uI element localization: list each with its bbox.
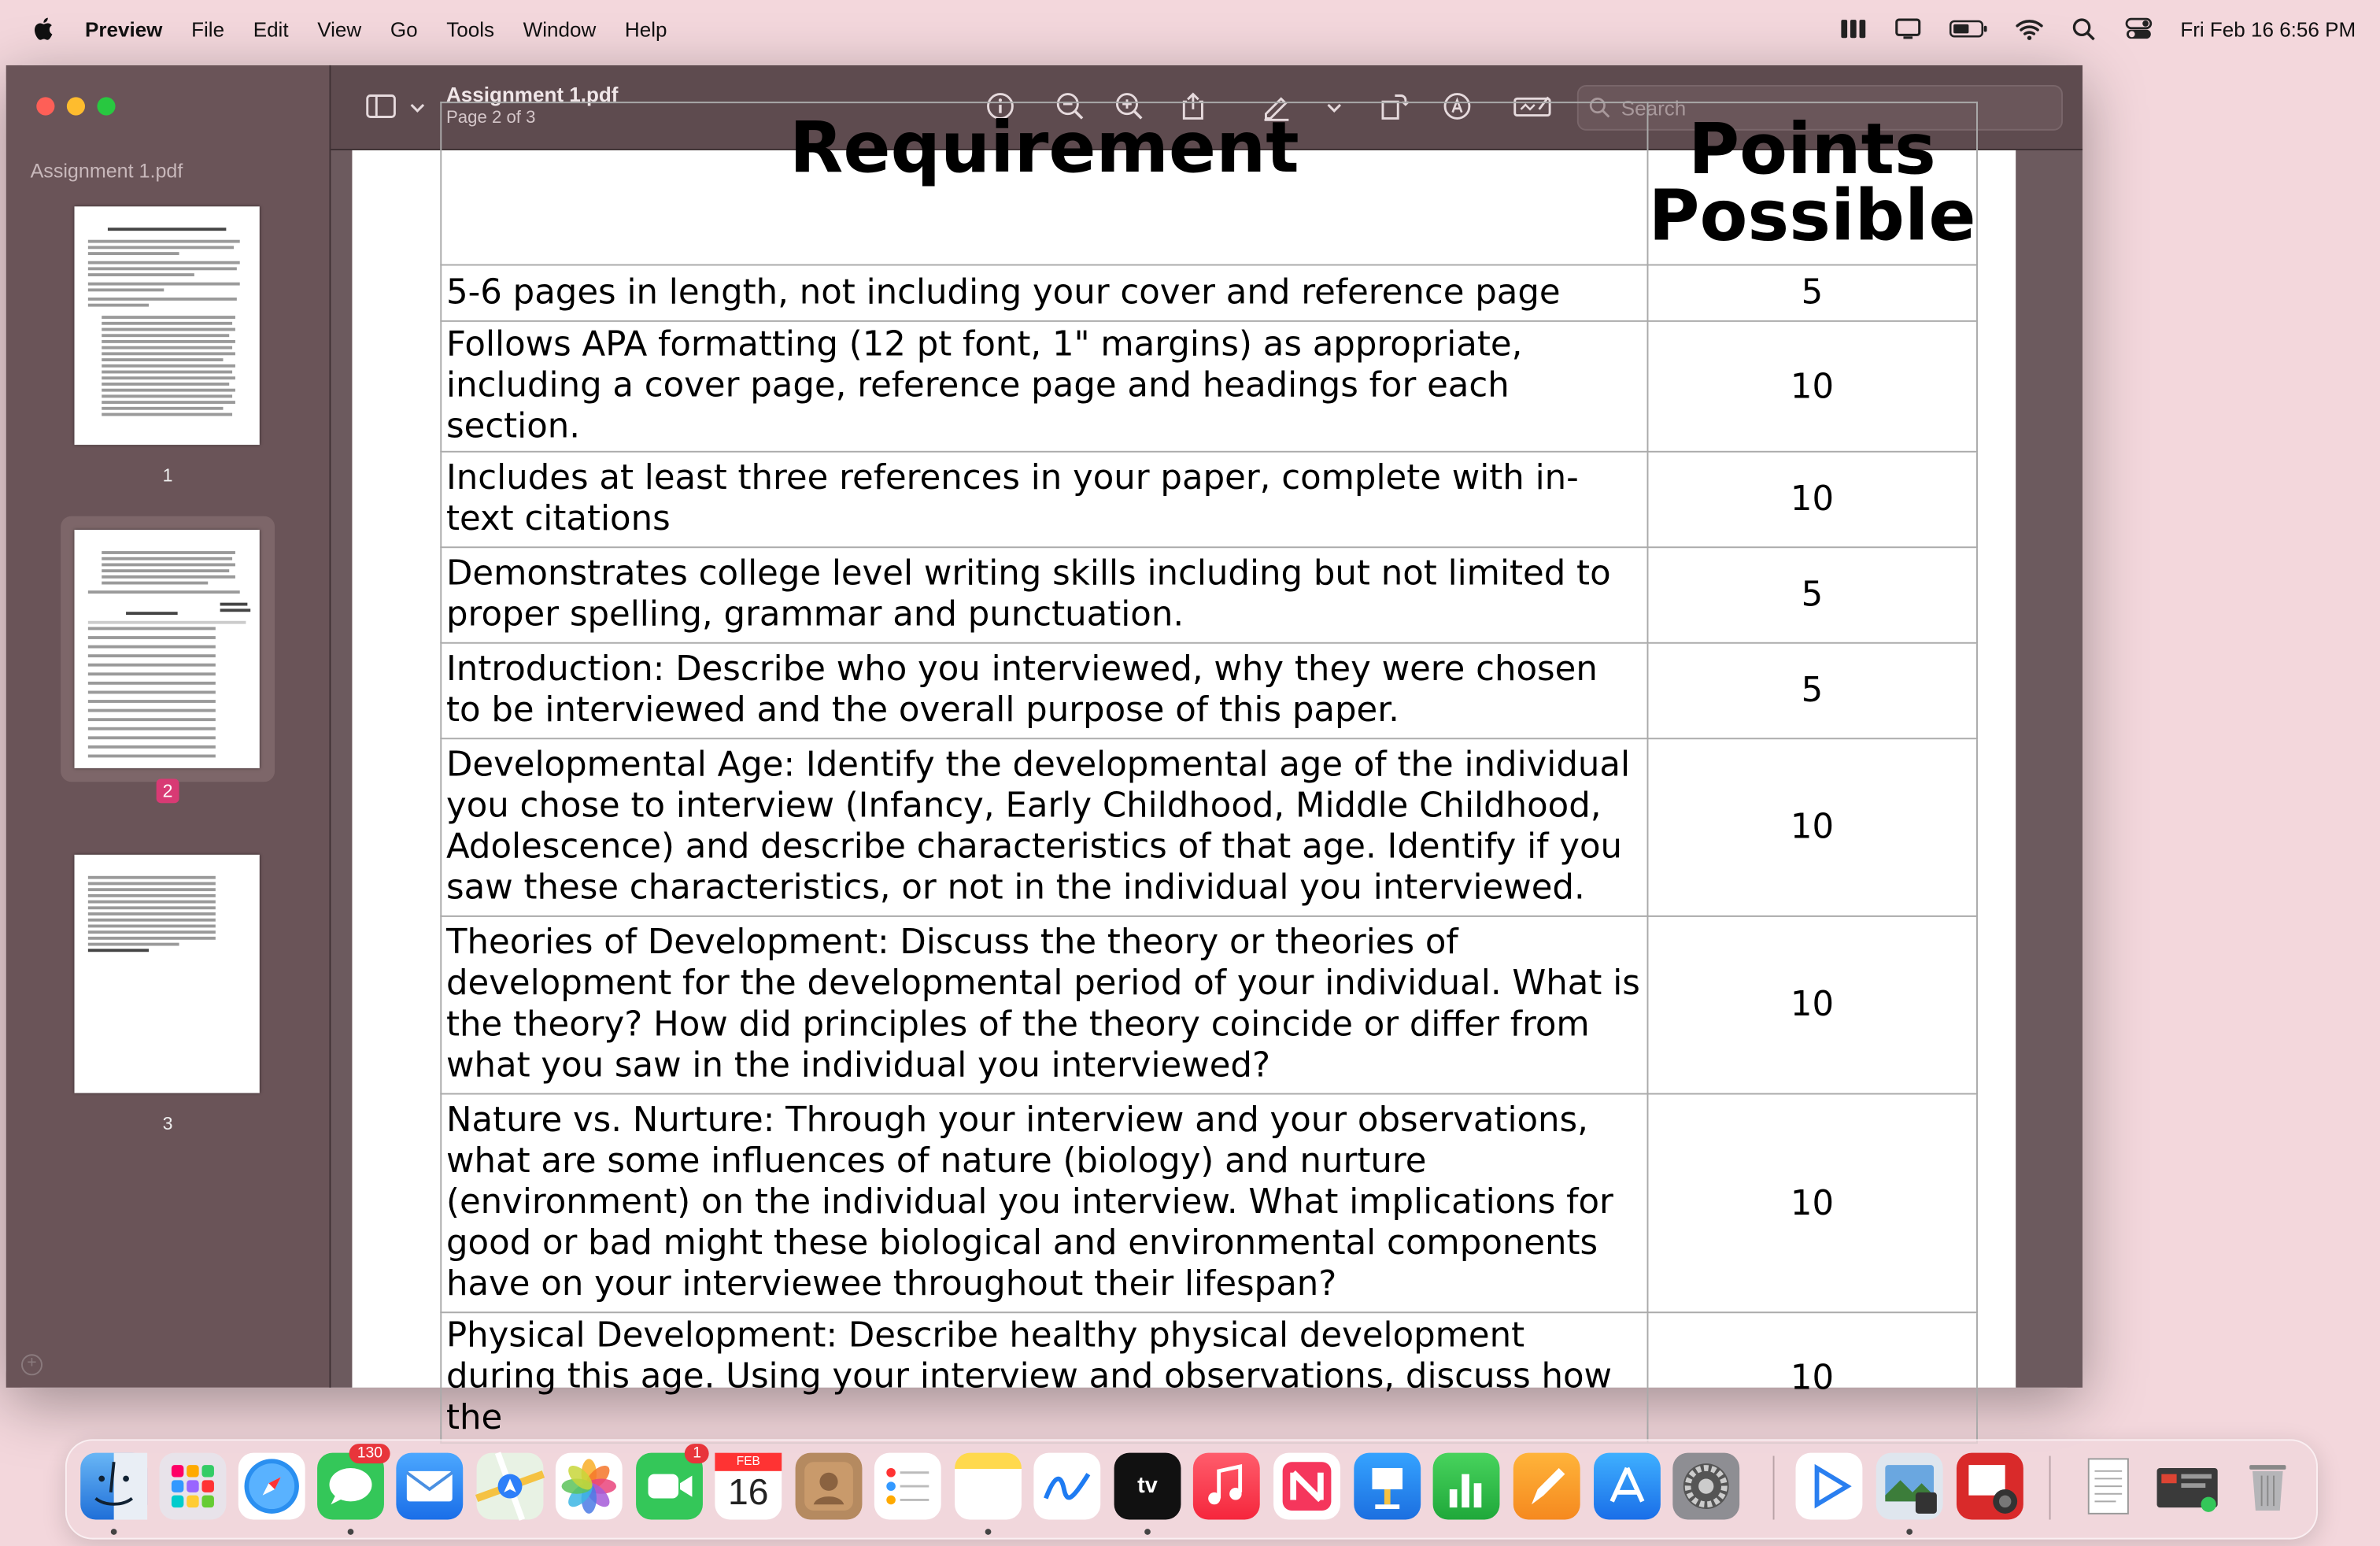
spotlight-search-icon[interactable] — [2071, 17, 2098, 41]
table-header-row — [441, 102, 1976, 264]
contacts-icon[interactable] — [796, 1453, 863, 1520]
display-icon[interactable] — [1895, 17, 1923, 41]
apple-tv-icon[interactable] — [1114, 1453, 1181, 1520]
points-cell: 5 — [1647, 265, 1976, 321]
thumbnail-sidebar — [6, 65, 331, 1388]
chevron-down-icon[interactable] — [401, 90, 422, 123]
sidebar-document-title: Assignment 1.pdf — [30, 159, 183, 183]
requirement-cell: Demonstrates college level writing skills including but not limited to proper spelling, grammar and punctuation. — [441, 547, 1647, 643]
running-indicator — [111, 1529, 117, 1535]
points-cell: 5 — [1647, 643, 1976, 739]
mail-icon[interactable] — [396, 1453, 463, 1520]
messages-badge: 130 — [349, 1444, 390, 1463]
table-row — [441, 643, 1976, 739]
running-indicator — [1906, 1529, 1913, 1535]
notes-icon[interactable] — [955, 1453, 1022, 1520]
points-cell: 10 — [1647, 1312, 1976, 1443]
wifi-icon[interactable] — [2016, 17, 2044, 41]
page-number-2 — [61, 780, 275, 801]
points-cell: 10 — [1647, 738, 1976, 916]
minimize-button[interactable] — [67, 97, 85, 115]
page-thumbnail-image — [75, 206, 260, 445]
control-center-icon[interactable] — [2126, 17, 2153, 41]
maps-icon[interactable] — [477, 1453, 544, 1520]
screenshot-stack-icon[interactable] — [2154, 1453, 2221, 1520]
requirement-cell: Nature vs. Nurture: Through your interview and your observations, what are some influences of nature (biology) and nurture (environment) on the individual you interview. What implications for good or bad might these biological and environmental components have on your interviewee throughout their lifespan? — [441, 1094, 1647, 1313]
page-number-3: 3 — [162, 1112, 173, 1134]
apple-logo-icon[interactable] — [31, 15, 58, 43]
running-indicator — [348, 1529, 354, 1535]
requirement-cell: Physical Development: Describe healthy physical development during this age. Using your interview and observations, discuss how the — [441, 1312, 1647, 1443]
system-settings-icon[interactable] — [1672, 1453, 1739, 1520]
points-cell: 5 — [1647, 547, 1976, 643]
requirement-cell: 5-6 pages in length, not including your cover and reference page — [441, 265, 1647, 321]
page-thumbnail-image — [75, 855, 260, 1093]
reminders-icon[interactable] — [874, 1453, 941, 1520]
launchpad-icon[interactable] — [160, 1453, 227, 1520]
messages-icon[interactable] — [317, 1445, 384, 1520]
finder-icon[interactable] — [80, 1453, 147, 1520]
freeform-icon[interactable] — [1033, 1453, 1100, 1520]
table-row — [441, 1094, 1976, 1313]
table-row — [441, 1312, 1976, 1443]
points-header-top: Points — [1688, 107, 1936, 190]
running-indicator — [985, 1529, 992, 1535]
photos-icon[interactable] — [556, 1453, 623, 1520]
page-thumbnail-2[interactable] — [61, 516, 275, 802]
photo-booth-icon[interactable] — [1957, 1453, 2023, 1520]
rubric-table — [440, 102, 1977, 1444]
tv-label: tv — [1137, 1472, 1158, 1499]
requirement-cell: Introduction: Describe who you interviewed, why they were chosen to be interviewed and the overall purpose of this paper. — [441, 643, 1647, 739]
sidebar-toggle-icon[interactable] — [364, 90, 397, 123]
table-row — [441, 547, 1976, 643]
table-row — [441, 452, 1976, 548]
menu-window[interactable]: Window — [523, 17, 597, 41]
menu-go[interactable]: Go — [390, 17, 418, 41]
app-store-icon[interactable] — [1594, 1453, 1661, 1520]
table-row — [441, 738, 1976, 916]
dock — [65, 1439, 2318, 1539]
document-stack-icon[interactable] — [2073, 1453, 2140, 1520]
points-cell: 10 — [1647, 321, 1976, 452]
points-cell: 10 — [1647, 916, 1976, 1094]
selected-page-badge: 2 — [157, 779, 179, 803]
dock-separator — [1773, 1456, 1775, 1520]
points-cell: 10 — [1647, 452, 1976, 548]
keynote-icon[interactable] — [1354, 1453, 1421, 1520]
requirement-header: Requirement — [441, 102, 1647, 264]
facetime-icon[interactable] — [636, 1445, 703, 1520]
menubar-clock[interactable]: Fri Feb 16 6:56 PM — [2180, 17, 2356, 41]
calendar-month: FEB — [715, 1453, 782, 1471]
battery-icon[interactable] — [1949, 17, 1989, 41]
menu-bar — [0, 0, 2380, 57]
menu-app-name[interactable]: Preview — [85, 17, 163, 41]
add-page-icon[interactable]: + — [21, 1354, 42, 1375]
document-title: Assignment 1.pdf — [446, 83, 619, 107]
requirement-cell: Developmental Age: Identify the developmental age of the individual you chose to interview (Infancy, Early Childhood, Middle Childhood, Adolescence) and describe characteristics of that age. Identify if you saw these characteristics, or not in the individual you interviewed. — [441, 738, 1647, 916]
pages-icon[interactable] — [1513, 1453, 1580, 1520]
music-icon[interactable] — [1193, 1453, 1260, 1520]
zoom-button[interactable] — [97, 97, 115, 115]
table-row — [441, 321, 1976, 452]
menu-view[interactable]: View — [317, 17, 362, 41]
menu-edit[interactable]: Edit — [253, 17, 289, 41]
menu-help[interactable]: Help — [624, 17, 667, 41]
dock-separator — [2049, 1456, 2051, 1520]
page-thumbnail-1[interactable] — [61, 201, 275, 489]
running-indicator — [1144, 1529, 1151, 1535]
requirement-cell: Theories of Development: Discuss the theory or theories of development for the developmental period of your individual. What is the theory? How did principles of the theory coincide or differ from what you saw in the individual you interviewed? — [441, 916, 1647, 1094]
calendar-day: 16 — [728, 1472, 769, 1514]
page-indicator: Page 2 of 3 — [446, 109, 536, 128]
numbers-icon[interactable] — [1433, 1453, 1500, 1520]
infuse-play-icon[interactable] — [1796, 1453, 1863, 1520]
stage-manager-icon[interactable] — [1840, 17, 1868, 41]
page-number-1: 1 — [162, 464, 173, 486]
news-icon[interactable] — [1273, 1453, 1340, 1520]
points-header-bottom: Possible — [1648, 174, 1976, 257]
points-header — [1647, 102, 1976, 264]
menu-tools[interactable]: Tools — [446, 17, 495, 41]
page-thumbnail-3[interactable] — [61, 849, 275, 1137]
requirement-cell: Includes at least three references in your paper, complete with in-text citations — [441, 452, 1647, 548]
table-row — [441, 265, 1976, 321]
page-thumbnail-image — [75, 530, 260, 768]
preview-window — [6, 65, 2082, 1438]
calendar-icon[interactable] — [715, 1453, 782, 1520]
preview-app-icon[interactable] — [1876, 1453, 1943, 1520]
close-button[interactable] — [36, 97, 54, 115]
facetime-badge: 1 — [686, 1444, 709, 1463]
requirement-cell: Follows APA formatting (12 pt font, 1" margins) as appropriate, including a cover page, reference page and headings for each section. — [441, 321, 1647, 452]
trash-icon[interactable] — [2234, 1453, 2301, 1520]
safari-icon[interactable] — [238, 1453, 305, 1520]
points-cell: 10 — [1647, 1094, 1976, 1313]
table-row — [441, 916, 1976, 1094]
menu-file[interactable]: File — [191, 17, 225, 41]
